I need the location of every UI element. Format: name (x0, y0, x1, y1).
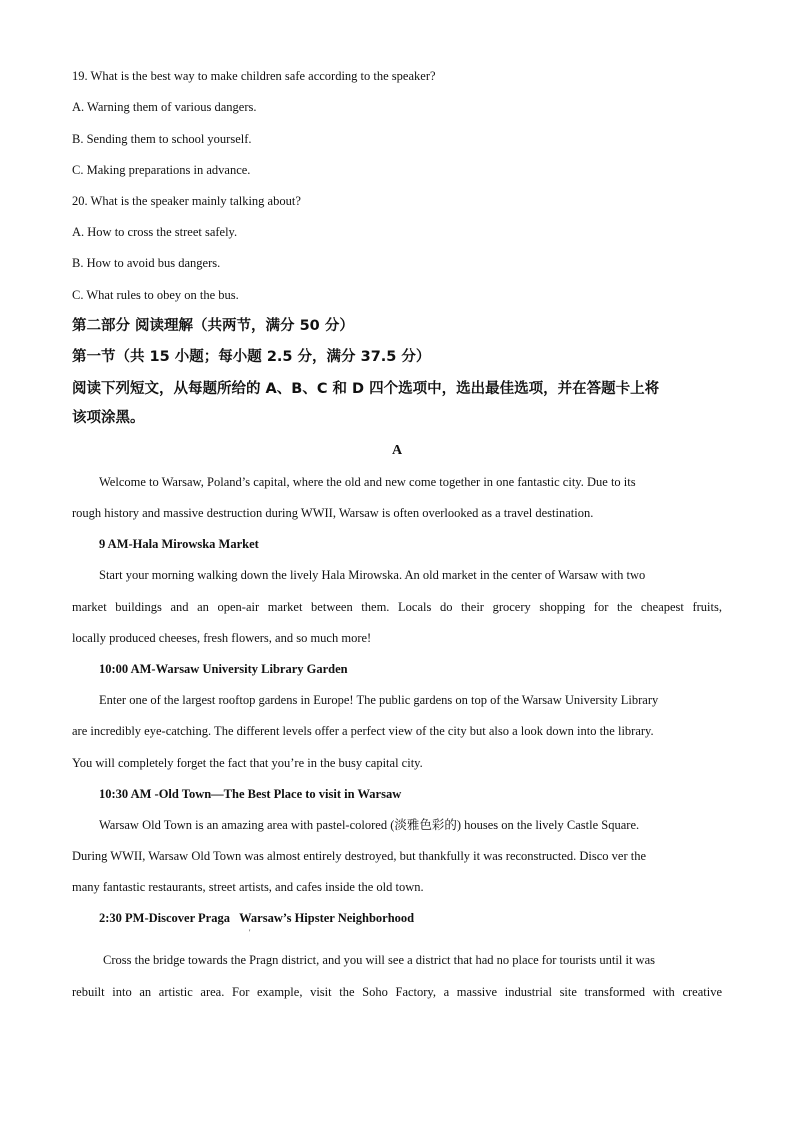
intro-line-1: Welcome to Warsaw, Poland’s capital, where the old and new come together in one fantastic city. Due to its (99, 475, 636, 489)
section-3-line-3: many fantastic restaurants, street artists, and cafes inside the old town. (72, 880, 424, 894)
intro-line-2: rough history and massive destruction during WWII, Warsaw is often overlooked as a travel destination. (72, 506, 594, 520)
section-2-line-3: You will completely forget the fact that you’re in the busy capital city. (72, 756, 423, 770)
section-3-line-1: Warsaw Old Town is an amazing area with pastel-colored (淡雅色彩的) houses on the lively Castle Square. (99, 818, 640, 832)
question-20-option-c: C. What rules to obey on the bus. (72, 288, 239, 302)
question-19-stem: 19. What is the best way to make children safe according to the speaker? (72, 69, 436, 83)
question-20-stem: 20. What is the speaker mainly talking about? (72, 194, 301, 208)
stray-mark: ' (249, 928, 251, 937)
question-19-option-a: A. Warning them of various dangers. (72, 100, 257, 114)
section-4-line-1: Cross the bridge towards the Pragn district, and you will see a district that had no place for tourists until it was (103, 953, 655, 967)
question-20-option-b: B. How to avoid bus dangers. (72, 256, 221, 270)
section-3-heading: 10:30 AM -Old Town—The Best Place to visit in Warsaw (99, 787, 402, 801)
subsection-title: 第一节（共 15 小题；每小题 2.5 分，满分 37.5 分） (72, 349, 431, 365)
section-4-line-2: rebuilt into an artistic area. For example, visit the Soho Factory, a massive industrial site transformed with creative (72, 985, 722, 999)
section-1-line-2: market buildings and an open-air market between them. Locals do their grocery shopping for the cheapest fruits, (72, 600, 722, 614)
section-3-line-2: During WWII, Warsaw Old Town was almost entirely destroyed, but thankfully it was reconstructed. Disco ver the (72, 849, 647, 863)
passage-label: A (391, 443, 403, 458)
question-19-option-b: B. Sending them to school yourself. (72, 132, 252, 146)
section-1-line-1: Start your morning walking down the lively Hala Mirowska. An old market in the center of Warsaw with two (99, 568, 646, 582)
part-title: 第二部分 阅读理解（共两节，满分 50 分） (72, 318, 354, 334)
section-1-line-3: locally produced cheeses, fresh flowers, and so much more! (72, 631, 372, 645)
instruction-line-1: 阅读下列短文，从每题所给的 A、B、C 和 D 四个选项中，选出最佳选项，并在答题卡上将 (72, 381, 660, 397)
section-2-line-1: Enter one of the largest rooftop gardens in Europe! The public gardens on top of the Warsaw University Library (99, 693, 659, 707)
section-4-heading: 2:30 PM-Discover Praga Warsaw’s Hipster Neighborhood (99, 911, 415, 925)
section-2-heading: 10:00 AM-Warsaw University Library Garden (99, 662, 348, 676)
section-1-heading: 9 AM-Hala Mirowska Market (99, 537, 259, 551)
question-19-option-c: C. Making preparations in advance. (72, 163, 251, 177)
instruction-line-2: 该项涂黑。 (72, 410, 145, 426)
question-20-option-a: A. How to cross the street safely. (72, 225, 238, 239)
section-2-line-2: are incredibly eye-catching. The different levels offer a perfect view of the city but also a look down into the library. (72, 724, 654, 738)
